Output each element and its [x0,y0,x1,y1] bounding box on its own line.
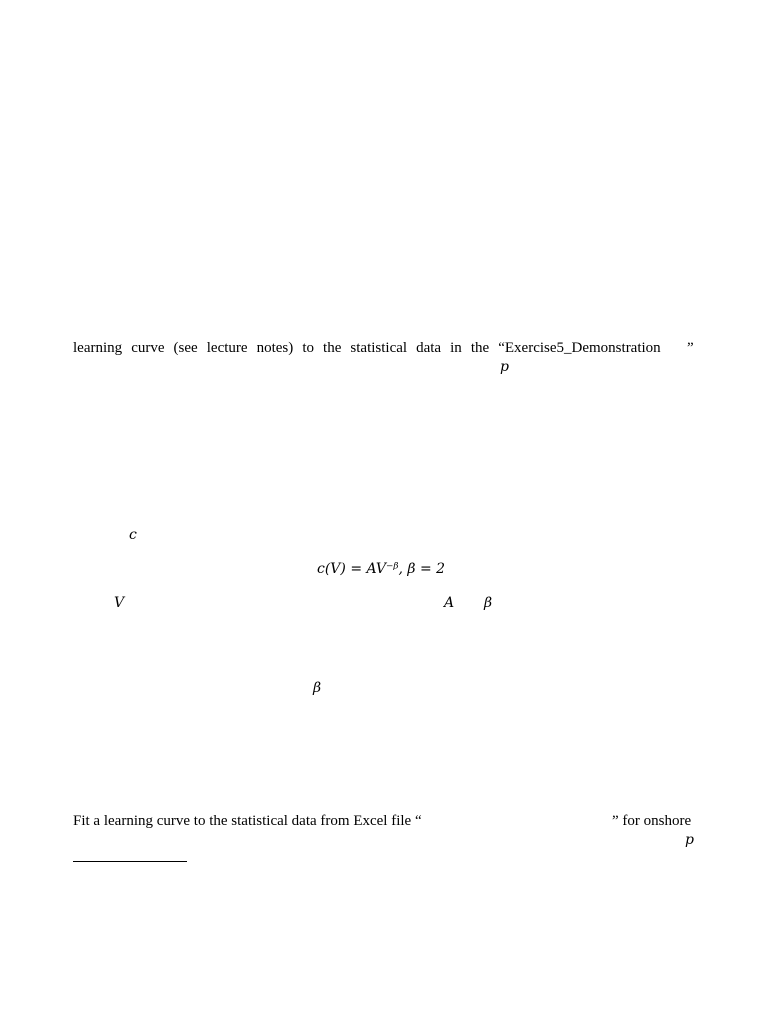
V-symbol: V [114,595,125,611]
learning-curve-equation: c(V) = AV⁻ᵝ, β = 2 [317,561,446,577]
paragraph-2-line-1-left: Fit a learning curve to the statistical data from Excel file “ [73,813,422,829]
paragraph-1-line-1: learning curve (see lecture notes) to the statistical data in the “Exercise5_Demonstration [73,340,661,356]
beta-symbol-2: β [313,680,322,696]
footnote-separator-line [73,861,187,862]
c-symbol: c [129,527,137,543]
paragraph-1-close-quote: ” [687,340,694,356]
paragraph-1-p-symbol: p [500,359,509,375]
beta-symbol: β [484,595,493,611]
A-symbol: A [444,595,455,611]
paragraph-2-line-1-right: ” for onshore [612,813,692,829]
paragraph-2-p-symbol: p [685,832,694,848]
